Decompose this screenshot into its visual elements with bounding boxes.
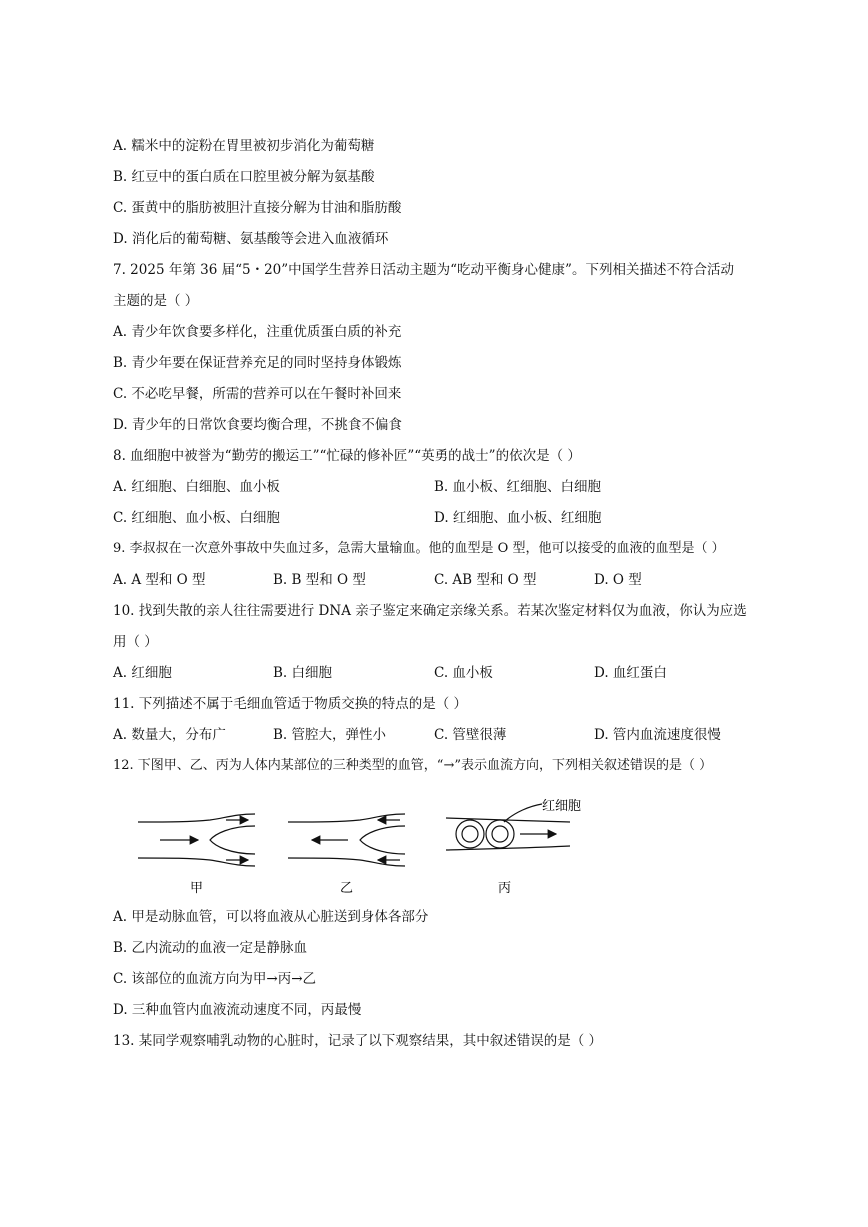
q9-option-a: A. A 型和 O 型 [113, 572, 206, 588]
q6-option-d: D. 消化后的葡萄糖、氨基酸等会进入血液循环 [113, 231, 389, 247]
rbc-label: 红细胞 [542, 799, 582, 814]
q8-option-b: B. 血小板、红细胞、白细胞 [434, 479, 602, 495]
q12-option-b: B. 乙内流动的血液一定是静脉血 [113, 940, 308, 956]
q7-option-d: D. 青少年的日常饮食要均衡合理，不挑食不偏食 [113, 417, 402, 433]
q7-stem-line1: 7. 2025 年第 36 届“5・20”中国学生营养日活动主题为“吃动平衡身心健康”。下列相关描述不符合活动 [113, 262, 734, 278]
q8-option-a: A. 红细胞、白细胞、血小板 [113, 479, 280, 495]
q7-option-a: A. 青少年饮食要多样化，注重优质蛋白质的补充 [113, 324, 402, 340]
q11-option-d: D. 管内血流速度很慢 [594, 727, 721, 743]
vessel-jia [138, 814, 255, 866]
q12-option-d: D. 三种血管内血液流动速度不同，丙最慢 [113, 1002, 362, 1018]
label-bing: 丙 [498, 881, 512, 896]
vessel-yi [288, 814, 405, 866]
q10-stem-line1: 10. 找到失散的亲人往往需要进行 DNA 亲子鉴定来确定亲缘关系。若某次鉴定材料仅为血液，你认为应选 [113, 603, 747, 619]
q10-option-b: B. 白细胞 [273, 665, 333, 681]
label-jia: 甲 [190, 881, 204, 896]
q6-option-c: C. 蛋黄中的脂肪被胆汁直接分解为甘油和脂肪酸 [113, 200, 402, 216]
q9-option-c: C. AB 型和 O 型 [434, 572, 537, 588]
q11-option-a: A. 数量大，分布广 [113, 727, 226, 743]
q7-stem-line2: 主题的是（ ） [113, 293, 199, 309]
q8-option-c: C. 红细胞、血小板、白细胞 [113, 510, 280, 526]
label-yi: 乙 [340, 881, 354, 896]
q8-option-d: D. 红细胞、血小板、红细胞 [434, 510, 602, 526]
q7-option-b: B. 青少年要在保证营养充足的同时坚持身体锻炼 [113, 355, 402, 371]
q11-option-b: B. 管腔大，弹性小 [273, 727, 387, 743]
q6-option-b: B. 红豆中的蛋白质在口腔里被分解为氨基酸 [113, 169, 375, 185]
q12-option-a: A. 甲是动脉血管，可以将血液从心脏送到身体各部分 [113, 909, 429, 925]
q9-stem: 9. 李叔叔在一次意外事故中失血过多，急需大量输血。他的血型是 O 型，他可以接受的血液的血型是（ ） [113, 541, 725, 556]
q10-option-c: C. 血小板 [434, 665, 493, 681]
q10-option-a: A. 红细胞 [113, 665, 172, 681]
q6-option-a: A. 糯米中的淀粉在胃里被初步消化为葡萄糖 [113, 138, 375, 154]
q10-option-d: D. 血红蛋白 [594, 665, 667, 681]
q10-stem-line2: 用（ ） [113, 634, 158, 650]
q12-stem: 12. 下图甲、乙、丙为人体内某部位的三种类型的血管，“→”表示血流方向，下列相关叙述错误的是（ ） [113, 758, 713, 773]
q9-option-d: D. O 型 [594, 572, 642, 588]
q11-stem: 11. 下列描述不属于毛细血管适于物质交换的特点的是（ ） [113, 696, 468, 712]
red-blood-cell-2 [486, 820, 514, 848]
q7-option-c: C. 不必吃早餐，所需的营养可以在午餐时补回来 [113, 386, 402, 402]
q13-stem: 13. 某同学观察哺乳动物的心脏时，记录了以下观察结果，其中叙述错误的是（ ） [113, 1033, 603, 1049]
q11-option-c: C. 管壁很薄 [434, 727, 507, 743]
q9-option-b: B. B 型和 O 型 [273, 572, 366, 588]
red-blood-cell-1 [456, 820, 484, 848]
blood-vessel-figure [130, 792, 600, 902]
q8-stem: 8. 血细胞中被誉为“勤劳的搬运工”“忙碌的修补匠”“英勇的战士”的依次是（ ） [113, 448, 581, 464]
q12-option-c: C. 该部位的血流方向为甲→丙→乙 [113, 971, 317, 987]
